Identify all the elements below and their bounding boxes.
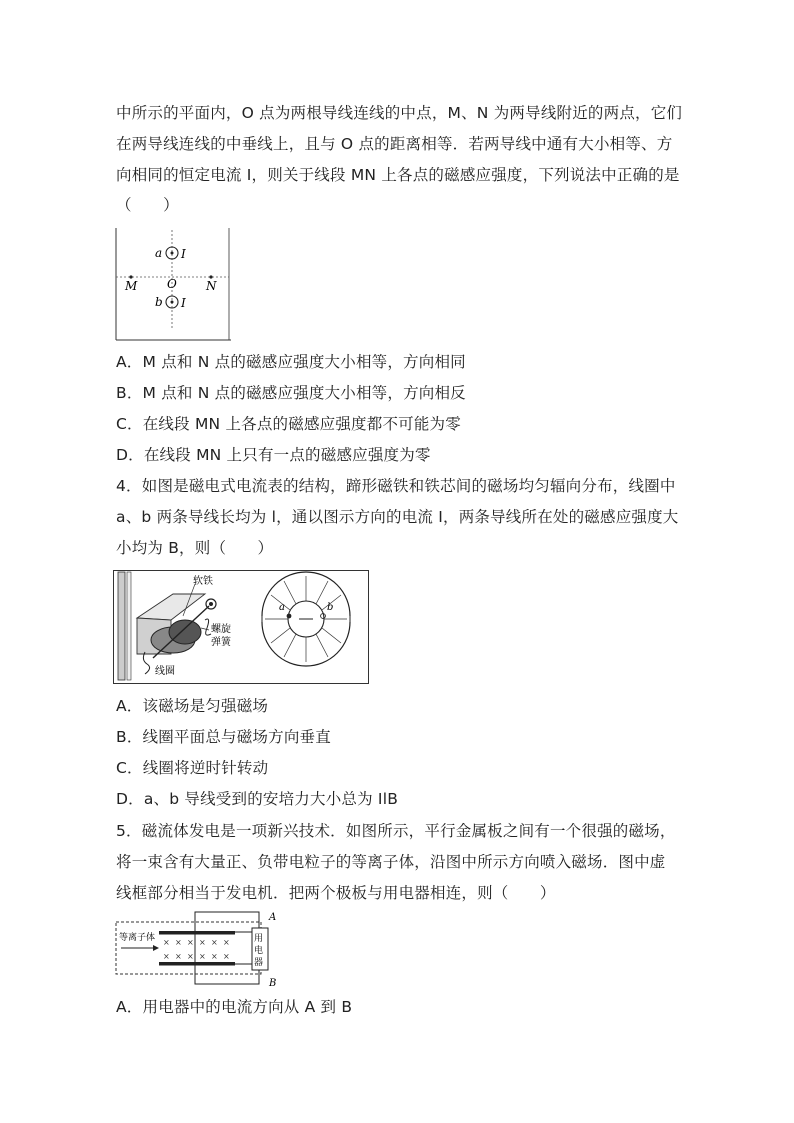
label-coil-b: b <box>327 602 334 613</box>
q5-line-3: 线框部分相当于发电机．把两个极板与用电器相连，则（ ） <box>116 884 556 902</box>
svg-text:×: × <box>223 938 230 947</box>
q5-line-1: 5．磁流体发电是一项新兴技术．如图所示，平行金属板之间有一个很强的磁场， <box>116 822 676 840</box>
q3-option-b: B．M 点和 N 点的磁感应强度大小相等，方向相反 <box>116 384 466 402</box>
q4-line-1: 4．如图是磁电式电流表的结构，蹄形磁铁和铁芯间的磁场均匀辐向分布，线圈中 <box>116 477 676 495</box>
svg-text:×: × <box>163 938 170 947</box>
label-Ib: I <box>181 296 186 310</box>
svg-text:×: × <box>175 938 182 947</box>
device-char-1: 用 <box>254 934 264 944</box>
q3-line-1: 中所示的平面内，O 点为两根导线连线的中点，M、N 为两导线附近的两点，它们 <box>116 104 683 122</box>
q3-option-c: C．在线段 MN 上各点的磁感应强度都不可能为零 <box>116 415 461 433</box>
q3-line-2: 在两导线连线的中垂线上，且与 O 点的距离相等．若两导线中通有大小相等、方 <box>116 135 673 153</box>
q3-line-3: 向相同的恒定电流 I，则关于线段 MN 上各点的磁感应强度，下列说法中正确的是 <box>116 166 680 184</box>
svg-text:×: × <box>223 952 230 961</box>
label-spring-1: 螺旋 <box>211 624 231 635</box>
svg-text:×: × <box>187 952 194 961</box>
q5-figure-mhd-generator <box>113 910 279 988</box>
label-O: O <box>167 277 177 291</box>
q4-line-3: 小均为 B，则（ ） <box>116 539 274 557</box>
label-N: N <box>206 279 217 293</box>
svg-text:×: × <box>199 938 206 947</box>
q3-line-4: （ ） <box>116 196 179 214</box>
q4-option-b: B．线圈平面总与磁场方向垂直 <box>116 728 331 746</box>
q4-option-d: D．a、b 导线受到的安培力大小总为 IlB <box>116 790 399 808</box>
q4-option-a: A．该磁场是匀强磁场 <box>116 697 269 715</box>
q5-option-a: A．用电器中的电流方向从 A 到 B <box>116 998 353 1016</box>
q3-option-d: D．在线段 MN 上只有一点的磁感应强度为零 <box>116 446 431 464</box>
plasma-label: 等离子体 <box>119 933 156 943</box>
q3-figure-two-wires <box>113 228 233 343</box>
svg-text:×: × <box>199 952 206 961</box>
q4-figure-galvanometer <box>113 570 369 684</box>
label-M: M <box>125 279 138 293</box>
radial-field-diagram <box>262 572 350 666</box>
label-B: B <box>269 978 277 988</box>
label-b: b <box>155 295 163 309</box>
label-spring-2: 弹簧 <box>211 637 231 648</box>
label-A: A <box>269 912 277 923</box>
svg-text:×: × <box>211 938 218 947</box>
label-coil: 线圈 <box>155 666 175 677</box>
device-char-3: 器 <box>254 958 264 968</box>
label-coil-a: a <box>279 602 285 613</box>
svg-text:×: × <box>163 952 170 961</box>
svg-text:×: × <box>187 938 194 947</box>
label-Ia: I <box>181 247 186 261</box>
q3-option-a: A．M 点和 N 点的磁感应强度大小相等，方向相同 <box>116 353 466 371</box>
label-soft-iron: 软铁 <box>193 576 213 587</box>
svg-text:×: × <box>211 952 218 961</box>
svg-text:×: × <box>175 952 182 961</box>
label-a: a <box>155 246 163 260</box>
device-char-2: 电 <box>254 946 264 956</box>
q4-option-c: C．线圈将逆时针转动 <box>116 759 269 777</box>
q4-line-2: a、b 两条导线长均为 l，通以图示方向的电流 I，两条导线所在处的磁感应强度大 <box>116 508 679 526</box>
q5-line-2: 将一束含有大量正、负带电粒子的等离子体，沿图中所示方向喷入磁场．图中虚 <box>116 853 666 871</box>
